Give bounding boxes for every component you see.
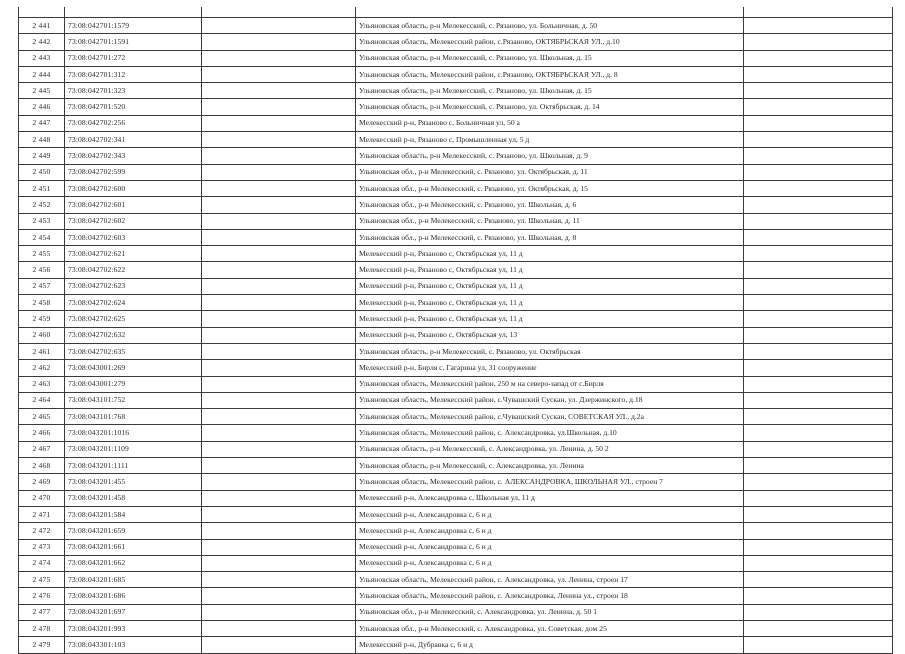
empty-cell [744, 83, 893, 99]
row-number: 2 472 [19, 523, 65, 539]
empty-cell [744, 441, 893, 457]
empty-cell [202, 572, 356, 588]
table-row [19, 474, 893, 490]
table-row [19, 588, 893, 604]
empty-cell [744, 425, 893, 441]
row-number: 2 447 [19, 115, 65, 131]
address: Мелекесский р-н, Александровка с, 6 и д [356, 555, 744, 571]
empty-cell [202, 229, 356, 245]
registry-table-body [19, 7, 893, 653]
empty-cell [202, 620, 356, 636]
cadastral-number: 73:08:042702:632 [65, 327, 202, 343]
cadastral-number: 73:08:043201:1109 [65, 441, 202, 457]
address: Мелекесский р-н, Бирля с, Гагарина ул, 31 сооружение [356, 360, 744, 376]
cadastral-number: 73:08:043201:993 [65, 620, 202, 636]
address: Мелекесский р-н, Дубравка с, 6 и д [356, 637, 744, 653]
address: Ульяновская обл., р-н Мелекесский, с. Александровка, ул. Советская, дом 25 [356, 620, 744, 636]
empty-cell [744, 34, 893, 50]
row-number: 2 442 [19, 34, 65, 50]
cadastral-number: 73:08:042702:623 [65, 278, 202, 294]
table-row [19, 555, 893, 571]
table-row [19, 115, 893, 131]
table-row [19, 425, 893, 441]
empty-cell [744, 99, 893, 115]
empty-cell [202, 490, 356, 506]
address: Ульяновская область, Мелекесский район, с.Чувашский Сускан, ул. Дзержинского, д.18 [356, 392, 744, 408]
address: Мелекесский р-н, Рязаново с, Октябрьская ул, 11 д [356, 311, 744, 327]
table-row [19, 506, 893, 522]
row-number: 2 457 [19, 278, 65, 294]
empty-cell [744, 506, 893, 522]
cadastral-number: 73:08:042702:600 [65, 180, 202, 196]
address: Мелекесский р-н, Рязаново с, Октябрьская ул, 11 д [356, 278, 744, 294]
empty-cell [744, 555, 893, 571]
cadastral-number: 73:08:043201:697 [65, 604, 202, 620]
cadastral-number: 73:08:042702:625 [65, 311, 202, 327]
row-number: 2 446 [19, 99, 65, 115]
empty-cell [744, 327, 893, 343]
empty-cell [202, 132, 356, 148]
empty-cell [202, 555, 356, 571]
registry-table [18, 7, 893, 654]
address: Ульяновская обл., р-н Мелекесский, с. Александровка, ул. Ленина, д. 50 1 [356, 604, 744, 620]
address: Ульяновская область, р-н Мелекесский, с. Рязаново, ул. Октябрьская [356, 343, 744, 359]
row-number: 2 444 [19, 66, 65, 82]
address: Ульяновская область, Мелекесский район, 250 м на северо-запад от с.Бирля [356, 376, 744, 392]
table-row [19, 458, 893, 474]
table-row [19, 620, 893, 636]
table-row [19, 278, 893, 294]
row-number: 2 441 [19, 18, 65, 34]
row-number: 2 464 [19, 392, 65, 408]
cadastral-number: 73:08:042702:256 [65, 115, 202, 131]
address: Мелекесский р-н, Александровка с, 6 и д [356, 539, 744, 555]
cadastral-number: 73:08:043201:686 [65, 588, 202, 604]
empty-cell [744, 409, 893, 425]
table-row [19, 262, 893, 278]
cadastral-number: 73:08:043201:455 [65, 474, 202, 490]
address: Ульяновская область, Мелекесский район, с. Александровка, ул.Школьная, д.10 [356, 425, 744, 441]
table-row [19, 83, 893, 99]
address: Ульяновская область, р-н Мелекесский, с. Рязаново, ул. Школьная, д. 9 [356, 148, 744, 164]
row-number: 2 474 [19, 555, 65, 571]
row-number: 2 460 [19, 327, 65, 343]
row-number: 2 448 [19, 132, 65, 148]
row-number: 2 445 [19, 83, 65, 99]
empty-cell [202, 66, 356, 82]
row-number: 2 469 [19, 474, 65, 490]
empty-cell [744, 164, 893, 180]
empty-cell [202, 115, 356, 131]
row-number: 2 450 [19, 164, 65, 180]
address: Ульяновская область, Мелекесский район, с. Александровка, ул. Ленина, строен 17 [356, 572, 744, 588]
table-row [19, 311, 893, 327]
cadastral-number: 73:08:042702:603 [65, 229, 202, 245]
empty-cell [744, 148, 893, 164]
address: Ульяновская обл., р-н Мелекесский, с. Рязаново, ул. Школьная, д. 6 [356, 197, 744, 213]
table-row [19, 409, 893, 425]
empty-cell [202, 164, 356, 180]
empty-cell [202, 180, 356, 196]
address: Мелекесский р-н, Рязаново с, Октябрьская ул, 11 д [356, 295, 744, 311]
table-row [19, 295, 893, 311]
empty-cell [202, 213, 356, 229]
table-row [19, 66, 893, 82]
empty-cell [202, 523, 356, 539]
table-row [19, 392, 893, 408]
row-number: 2 471 [19, 506, 65, 522]
empty-cell [744, 620, 893, 636]
table-row [19, 376, 893, 392]
empty-cell [202, 360, 356, 376]
table-row-partial [19, 7, 893, 18]
cadastral-number: 73:08:042701:272 [65, 50, 202, 66]
row-number: 2 473 [19, 539, 65, 555]
cadastral-number: 73:08:043201:685 [65, 572, 202, 588]
empty-cell [744, 523, 893, 539]
row-number: 2 449 [19, 148, 65, 164]
empty-cell [202, 458, 356, 474]
row-number: 2 466 [19, 425, 65, 441]
empty-cell [744, 278, 893, 294]
cadastral-number: 73:08:043301:103 [65, 637, 202, 653]
empty-cell [202, 441, 356, 457]
table-row [19, 50, 893, 66]
table-row [19, 441, 893, 457]
row-number: 2 475 [19, 572, 65, 588]
table-row [19, 132, 893, 148]
table-row [19, 539, 893, 555]
address: Мелекесский р-н, Александровка с, 6 и д [356, 506, 744, 522]
cadastral-number: 73:08:043001:279 [65, 376, 202, 392]
cadastral-number: 73:08:043201:659 [65, 523, 202, 539]
empty-cell [202, 148, 356, 164]
cadastral-number: 73:08:042702:622 [65, 262, 202, 278]
empty-cell [744, 588, 893, 604]
cadastral-number: 73:08:042702:601 [65, 197, 202, 213]
cadastral-number: 73:08:043201:661 [65, 539, 202, 555]
address: Ульяновская область, р-н Мелекесский, с. Рязаново, ул. Больничная, д. 50 [356, 18, 744, 34]
table-row [19, 164, 893, 180]
row-number: 2 455 [19, 246, 65, 262]
row-number: 2 452 [19, 197, 65, 213]
address: Ульяновская область, Мелекесский район, с. АЛЕКСАНДРОВКА, ШКОЛЬНАЯ УЛ., строен 7 [356, 474, 744, 490]
cadastral-number: 73:08:042701:1591 [65, 34, 202, 50]
cadastral-number: 73:08:043201:1111 [65, 458, 202, 474]
address: Мелекесский р-н, Рязаново с, Больничная ул, 50 а [356, 115, 744, 131]
empty-cell [744, 229, 893, 245]
empty-cell [202, 327, 356, 343]
cadastral-number: 73:08:042701:1579 [65, 18, 202, 34]
row-number: 2 477 [19, 604, 65, 620]
empty-cell [202, 50, 356, 66]
table-row [19, 343, 893, 359]
row-number: 2 458 [19, 295, 65, 311]
empty-cell [202, 506, 356, 522]
empty-cell [744, 132, 893, 148]
cadastral-number: 73:08:042702:341 [65, 132, 202, 148]
cadastral-number: 73:08:043101:752 [65, 392, 202, 408]
empty-cell [744, 115, 893, 131]
empty-cell [202, 474, 356, 490]
empty-cell [744, 311, 893, 327]
row-number: 2 461 [19, 343, 65, 359]
table-row [19, 246, 893, 262]
address: Ульяновская область, Мелекесский район, с.Рязаново, ОКТЯБРЬСКАЯ УЛ., д. 8 [356, 66, 744, 82]
cadastral-number: 73:08:043001:269 [65, 360, 202, 376]
cadastral-number: 73:08:042702:624 [65, 295, 202, 311]
empty-cell [744, 604, 893, 620]
empty-cell [202, 99, 356, 115]
empty-cell [744, 539, 893, 555]
empty-cell [202, 278, 356, 294]
empty-cell [744, 295, 893, 311]
empty-cell [744, 50, 893, 66]
address: Мелекесский р-н, Рязаново с, Октябрьская ул, 11 д [356, 262, 744, 278]
row-number: 2 459 [19, 311, 65, 327]
row-number: 2 468 [19, 458, 65, 474]
row-number: 2 465 [19, 409, 65, 425]
table-row [19, 229, 893, 245]
address: Мелекесский р-н, Александровка с, Школьная ул, 11 д [356, 490, 744, 506]
row-number: 2 463 [19, 376, 65, 392]
address: Мелекесский р-н, Рязаново с, Октябрьская ул, 13 [356, 327, 744, 343]
empty-cell [202, 425, 356, 441]
row-number: 2 478 [19, 620, 65, 636]
address: Мелекесский р-н, Александровка с, 6 и д [356, 523, 744, 539]
cadastral-number: 73:08:042702:635 [65, 343, 202, 359]
cadastral-number: 73:08:042702:621 [65, 246, 202, 262]
row-number: 2 456 [19, 262, 65, 278]
address: Ульяновская область, р-н Мелекесский, с. Рязаново, ул. Школьная, д. 15 [356, 83, 744, 99]
row-number: 2 467 [19, 441, 65, 457]
table-row [19, 197, 893, 213]
empty-cell [744, 360, 893, 376]
empty-cell [202, 246, 356, 262]
empty-cell [202, 343, 356, 359]
empty-cell [744, 376, 893, 392]
row-number: 2 462 [19, 360, 65, 376]
empty-cell [202, 18, 356, 34]
empty-cell [744, 343, 893, 359]
empty-cell [744, 197, 893, 213]
empty-cell [202, 588, 356, 604]
table-row [19, 604, 893, 620]
table-row [19, 637, 893, 653]
empty-cell [202, 262, 356, 278]
cadastral-number: 73:08:042702:599 [65, 164, 202, 180]
address: Ульяновская область, Мелекесский район, с. Александровка, Ленина ул., строен 18 [356, 588, 744, 604]
row-number: 2 476 [19, 588, 65, 604]
empty-cell [202, 34, 356, 50]
address: Ульяновская область, р-н Мелекесский, с. Рязаново, ул. Октябрьская, д. 14 [356, 99, 744, 115]
empty-cell [202, 604, 356, 620]
cadastral-number: 73:08:043201:584 [65, 506, 202, 522]
cadastral-number: 73:08:042701:323 [65, 83, 202, 99]
cadastral-number: 73:08:043201:1016 [65, 425, 202, 441]
empty-cell [744, 180, 893, 196]
empty-cell [202, 392, 356, 408]
address: Ульяновская область, р-н Мелекесский, с. Александровка, ул. Ленина [356, 458, 744, 474]
row-number: 2 443 [19, 50, 65, 66]
address: Ульяновская обл., р-н Мелекесский, с. Рязаново, ул. Октябрьская, д. 11 [356, 164, 744, 180]
empty-cell [202, 295, 356, 311]
empty-cell [202, 539, 356, 555]
cadastral-number: 73:08:043201:662 [65, 555, 202, 571]
address: Ульяновская область, Мелекесский район, с.Чувашский Сускан, СОВЕТСКАЯ УЛ., д.2а [356, 409, 744, 425]
table-row [19, 490, 893, 506]
row-number: 2 451 [19, 180, 65, 196]
cadastral-number: 73:08:042701:312 [65, 66, 202, 82]
empty-cell [744, 213, 893, 229]
row-number: 2 454 [19, 229, 65, 245]
cadastral-number: 73:08:042701:520 [65, 99, 202, 115]
address: Ульяновская обл., р-н Мелекесский, с. Рязаново, ул. Октябрьская, д. 15 [356, 180, 744, 196]
address: Ульяновская область, Мелекесский район, с.Рязаново, ОКТЯБРЬСКАЯ УЛ., д.10 [356, 34, 744, 50]
table-row [19, 360, 893, 376]
cadastral-number: 73:08:043101:768 [65, 409, 202, 425]
row-number: 2 453 [19, 213, 65, 229]
empty-cell [202, 83, 356, 99]
cadastral-number: 73:08:042702:343 [65, 148, 202, 164]
table-row [19, 18, 893, 34]
address: Ульяновская область, р-н Мелекесский, с. Рязаново, ул. Школьная, д. 15 [356, 50, 744, 66]
row-number: 2 470 [19, 490, 65, 506]
address: Мелекесский р-н, Рязаново с, Промышленная ул, 5 д [356, 132, 744, 148]
address: Ульяновская область, р-н Мелекесский, с. Александровка, ул. Ленина, д. 50 2 [356, 441, 744, 457]
empty-cell [202, 637, 356, 653]
table-row [19, 523, 893, 539]
empty-cell [202, 409, 356, 425]
cadastral-number: 73:08:042702:602 [65, 213, 202, 229]
table-row [19, 213, 893, 229]
empty-cell [744, 458, 893, 474]
empty-cell [744, 572, 893, 588]
cadastral-number: 73:08:043201:458 [65, 490, 202, 506]
empty-cell [744, 490, 893, 506]
empty-cell [744, 637, 893, 653]
table-row [19, 572, 893, 588]
address: Ульяновская обл., р-н Мелекесский, с. Рязаново, ул. Школьная, д. 8 [356, 229, 744, 245]
table-row [19, 327, 893, 343]
empty-cell [744, 262, 893, 278]
table-row [19, 180, 893, 196]
empty-cell [744, 246, 893, 262]
empty-cell [744, 18, 893, 34]
row-number: 2 479 [19, 637, 65, 653]
empty-cell [202, 376, 356, 392]
table-row [19, 34, 893, 50]
empty-cell [744, 392, 893, 408]
table-row [19, 99, 893, 115]
address: Ульяновская обл., р-н Мелекесский, с. Рязаново, ул. Школьная, д. 11 [356, 213, 744, 229]
address: Мелекесский р-н, Рязаново с, Октябрьская ул, 11 д [356, 246, 744, 262]
table-row [19, 148, 893, 164]
empty-cell [744, 66, 893, 82]
empty-cell [202, 197, 356, 213]
empty-cell [202, 311, 356, 327]
empty-cell [744, 474, 893, 490]
